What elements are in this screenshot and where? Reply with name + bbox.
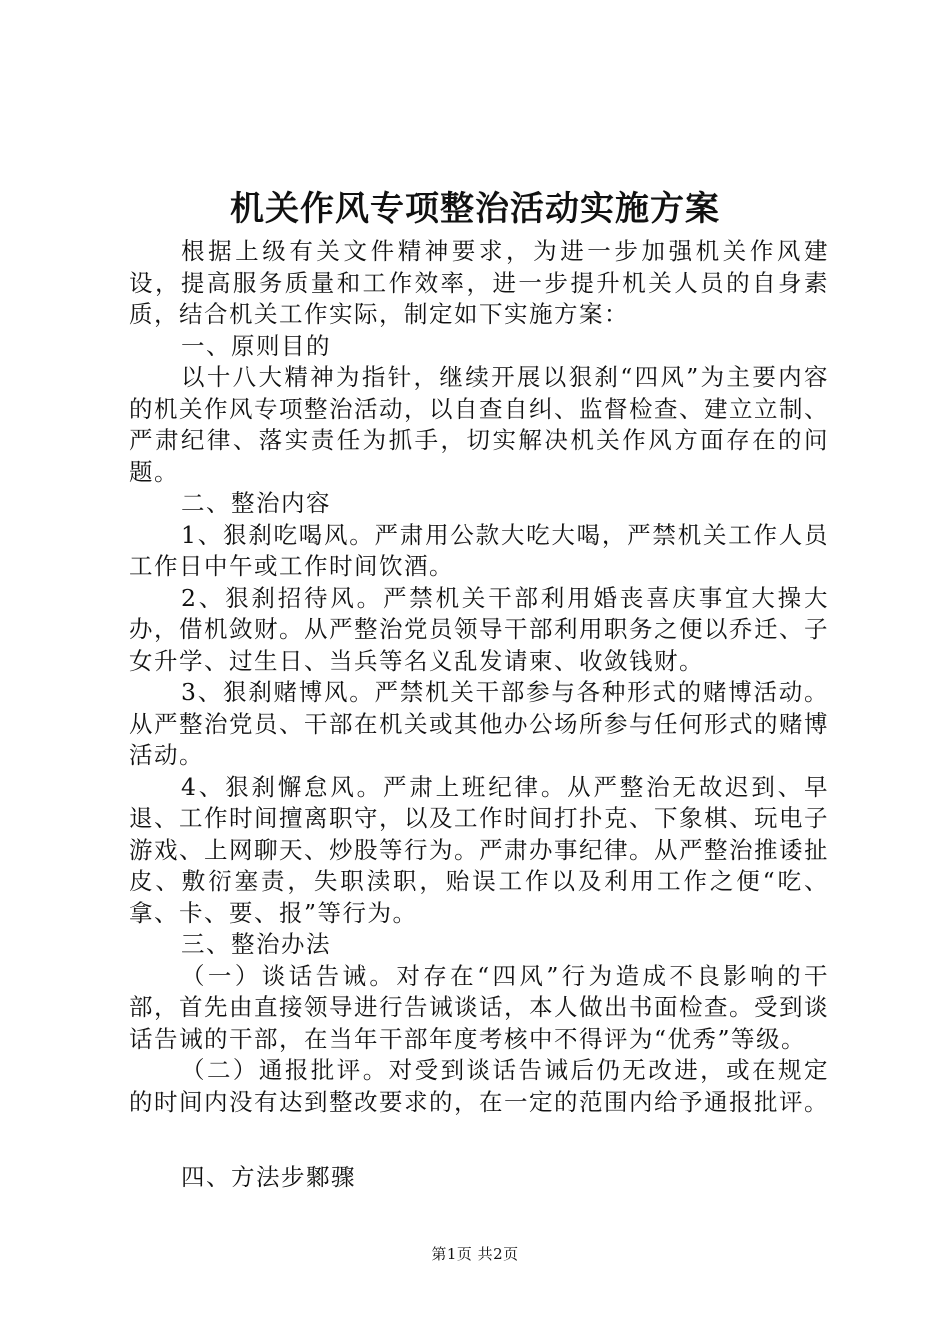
section-heading-methods: 三、整治办法 <box>181 930 331 958</box>
method-item-2: （二）通报批评。对受到谈话告诫后仍无改进，或在规定的时间内没有达到整改要求的，在一定的范围内给予通报批评。 <box>129 1056 829 1116</box>
document-title: 机关作风专项整治活动实施方案 <box>230 189 720 229</box>
content-item-1: 1、狠刹吃喝风。严肃用公款大吃大喝，严禁机关工作人员工作日中午或工作时间饮酒。 <box>129 520 829 580</box>
principle-paragraph: 以十八大精神为指针，继续开展以狠刹“四风”为主要内容的机关作风专项整治活动，以自查自纠、监督检查、建立立制、严肃纪律、落实责任为抓手，切实解决机关作风方面存在的问题。 <box>129 363 829 486</box>
section-heading-content: 二、整治内容 <box>181 489 331 517</box>
content-item-4: 4、狠刹懈怠风。严肃上班纪律。从严整治无故迟到、早退、工作时间擅离职守，以及工作时间打扑克、下象棋、玩电子游戏、上网聊天、炒股等行为。严肃办事纪律。从严整治推诿扯皮、敷衍塞责，失职渎职，贻误工作以及利用工作之便“吃、拿、卡、要、报”等行为。 <box>129 772 829 927</box>
page-footer: 第1页 共2页 <box>431 1245 519 1263</box>
section-heading-principle: 一、原则目的 <box>181 331 331 360</box>
section-heading-steps: 四、方法步鄹骤 <box>181 1163 356 1191</box>
content-item-2: 2、狠刹招待风。严禁机关干部利用婚丧喜庆事宜大操大办，借机敛财。从严整治党员领导干部利用职务之便以乔迁、子女升学、过生日、当兵等名义乱发请柬、收敛钱财。 <box>129 583 829 675</box>
content-item-3: 3、狠刹赌博风。严禁机关干部参与各种形式的赌博活动。从严整治党员、干部在机关或其他办公场所参与任何形式的赌博活动。 <box>129 678 829 769</box>
document-body <box>129 236 829 1194</box>
intro-paragraph: 根据上级有关文件精神要求，为进一步加强机关作风建设，提高服务质量和工作效率，进一步提升机关人员的自身素质，结合机关工作实际，制定如下实施方案： <box>129 237 829 328</box>
method-item-1: （一）谈话告诫。对存在“四风”行为造成不良影响的干部，首先由直接领导进行告诫谈话，本人做出书面检查。受到谈话告诫的干部，在当年干部年度考核中不得评为“优秀”等级。 <box>129 961 829 1053</box>
